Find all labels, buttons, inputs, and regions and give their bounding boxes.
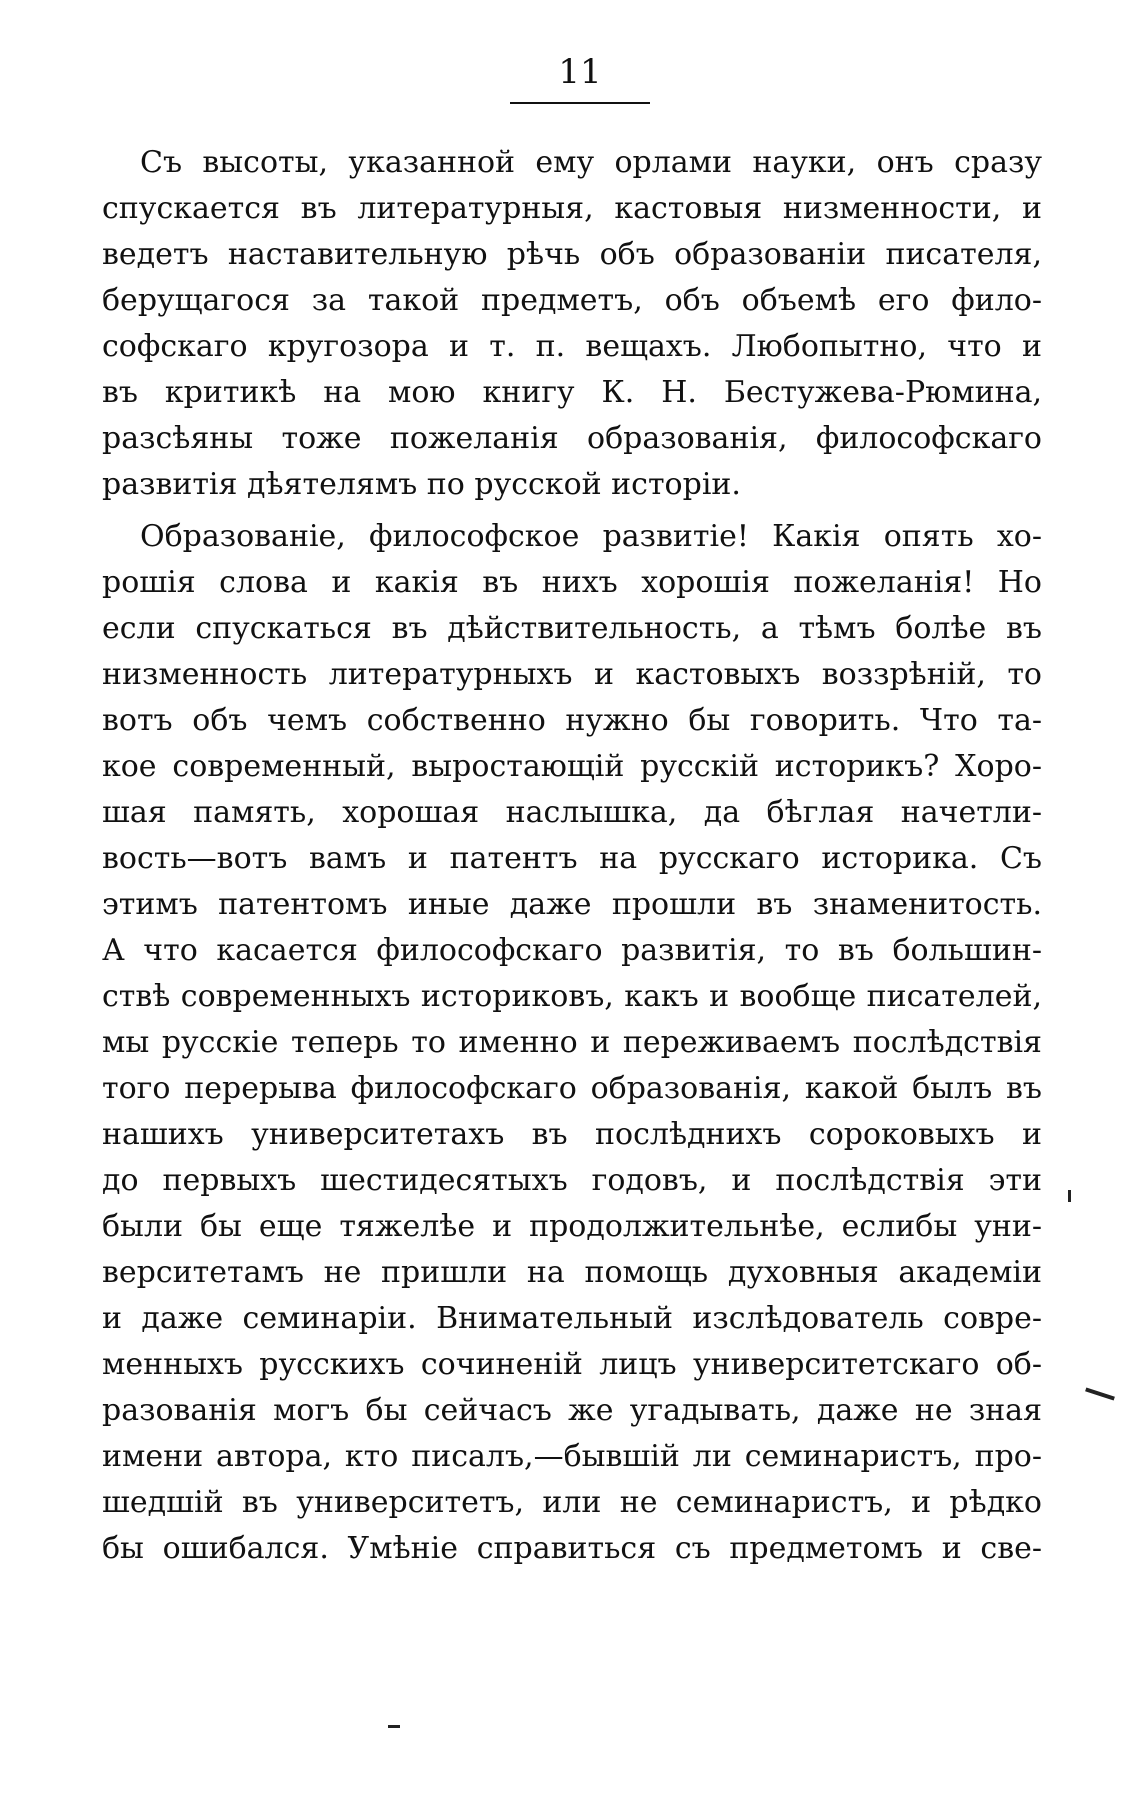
text-line: и даже семинаріи. Внимательный изслѣдователь совре- — [102, 1301, 1042, 1336]
scan-speck — [1085, 1387, 1115, 1400]
scan-speck — [1068, 1190, 1071, 1202]
text-line: софскаго кругозора и т. п. вещахъ. Любопытно, что и — [102, 329, 1042, 364]
text-line: рошія слова и какія въ нихъ хорошія пожеланія! Но — [102, 565, 1042, 600]
text-line: шедшій въ университетъ, или не семинаристъ, и рѣдко — [102, 1485, 1042, 1520]
text-line: вость—вотъ вамъ и патентъ на русскаго историка. Съ — [102, 841, 1042, 876]
body-text — [102, 140, 1042, 1572]
paragraph-2 — [102, 514, 1042, 1572]
text-line: шая память, хорошая наслышка, да бѣглая начетли- — [102, 795, 1042, 830]
paragraph-1 — [102, 140, 1042, 508]
text-line: нашихъ университетахъ въ послѣднихъ сороковыхъ и — [102, 1117, 1042, 1152]
text-line: мы русскіе теперь то именно и переживаемъ послѣдствія — [102, 1025, 1042, 1060]
text-line: бы ошибался. Умѣніе справиться съ предметомъ и све- — [102, 1531, 1042, 1566]
page-number-rule — [510, 102, 650, 104]
text-line: разсѣяны тоже пожеланія образованія, философскаго — [102, 421, 1042, 456]
text-line: А что касается философскаго развитія, то въ большин- — [102, 933, 1042, 968]
text-line: берущагося за такой предметъ, объ объемѣ его фило- — [102, 283, 1042, 318]
text-line: менныхъ русскихъ сочиненій лицъ университетскаго об- — [102, 1347, 1042, 1382]
text-line: этимъ патентомъ иные даже прошли въ знаменитость. — [102, 887, 1042, 922]
text-line: если спускаться въ дѣйствительность, а тѣмъ болѣе въ — [102, 611, 1042, 646]
text-line: Съ высоты, указанной ему орлами науки, онъ сразу — [140, 145, 1042, 180]
text-line: Образованіе, философское развитіе! Какія опять хо- — [140, 519, 1042, 554]
scan-speck — [388, 1725, 400, 1728]
text-line: кое современный, выростающій русскій историкъ? Хоро- — [102, 749, 1042, 784]
text-line: ведетъ наставительную рѣчь объ образованіи писателя, — [102, 237, 1042, 272]
text-line: до первыхъ шестидесятыхъ годовъ, и послѣдствія эти — [102, 1163, 1042, 1198]
text-line: развитія дѣятелямъ по русской исторіи. — [102, 467, 741, 502]
text-line: были бы еще тяжелѣе и продолжительнѣе, еслибы уни- — [102, 1209, 1042, 1244]
page-number: 11 — [558, 52, 602, 92]
text-line: разованія могъ бы сейчасъ же угадывать, даже не зная — [102, 1393, 1042, 1428]
text-line: имени автора, кто писалъ,—бывшій ли семинаристъ, про- — [102, 1439, 1042, 1474]
text-line: спускается въ литературныя, кастовыя низменности, и — [102, 191, 1042, 226]
text-line: ствѣ современныхъ историковъ, какъ и вообще писателей, — [102, 979, 1042, 1014]
text-line: вотъ объ чемъ собственно нужно бы говорить. Что та- — [102, 703, 1042, 738]
text-line: того перерыва философскаго образованія, какой былъ въ — [102, 1071, 1042, 1106]
text-line: низменность литературныхъ и кастовыхъ воззрѣній, то — [102, 657, 1042, 692]
text-line: верситетамъ не пришли на помощь духовныя академіи — [102, 1255, 1042, 1290]
text-line: въ критикѣ на мою книгу К. Н. Бестужева-Рюмина, — [102, 375, 1042, 410]
